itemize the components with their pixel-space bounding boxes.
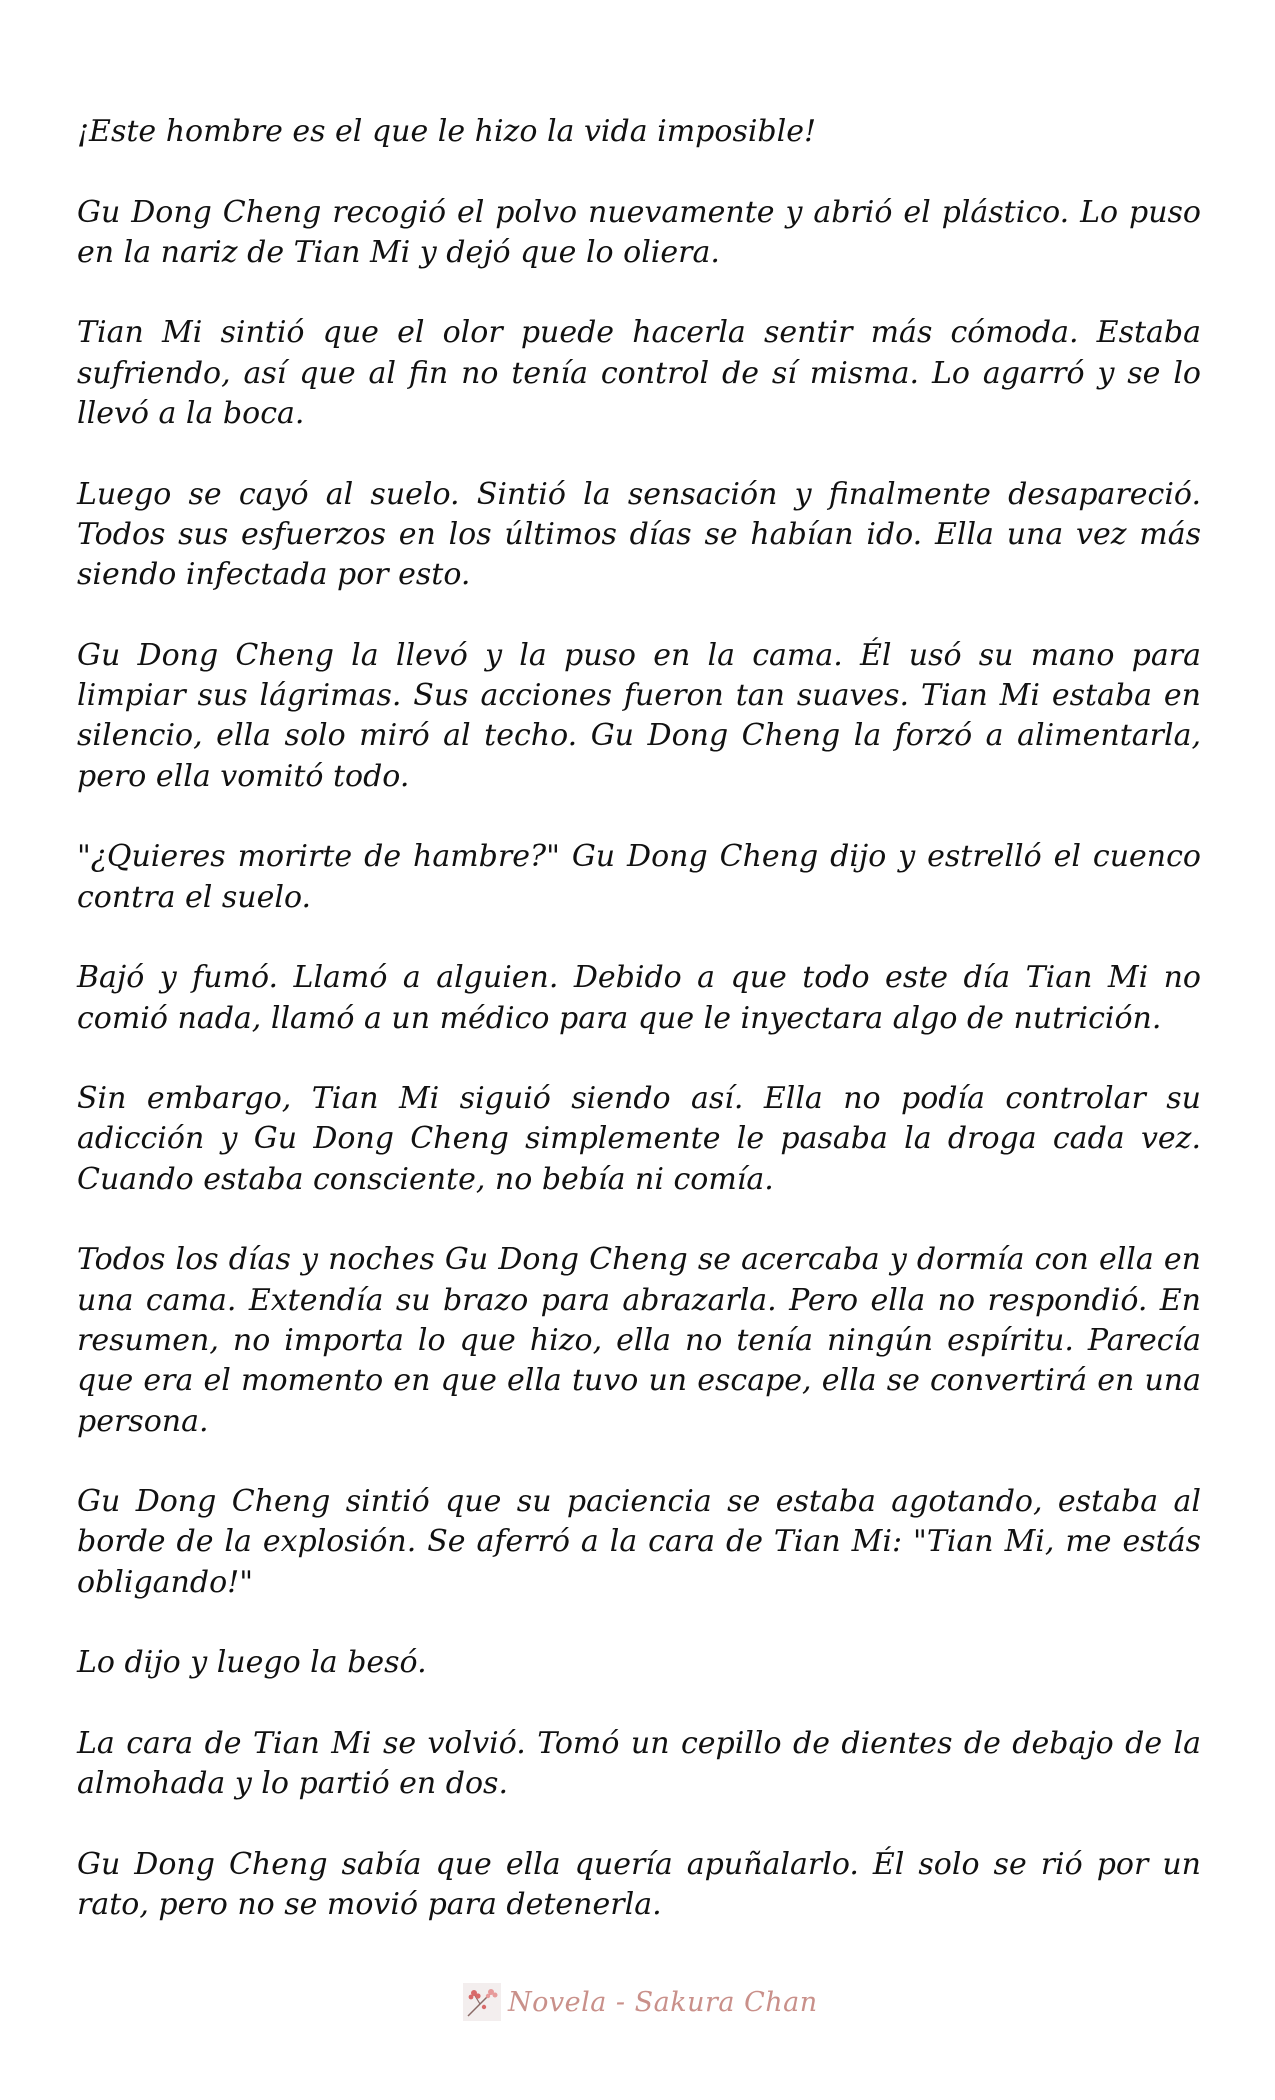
footer-watermark xyxy=(462,1980,818,2024)
sakura-flower-icon xyxy=(462,1982,502,2022)
paragraph-13: Gu Dong Cheng sabía que ella quería apuñalarlo. Él solo se rió por un rato, pero no se movió para detenerla. xyxy=(77,1846,1201,1923)
paragraph-11: Lo dijo y luego la besó. xyxy=(77,1645,427,1681)
paragraph-6: "¿Quieres morirte de hambre?" Gu Dong Cheng dijo y estrelló el cuenco contra el suelo. xyxy=(77,839,1201,915)
paragraph-2: Gu Dong Cheng recogió el polvo nuevamente y abrió el plástico. Lo puso en la nariz de Tian Mi y dejó que lo oliera. xyxy=(77,194,1201,270)
paragraph-10: Gu Dong Cheng sintió que su paciencia se estaba agotando, estaba al borde de la explosión. Se aferró a la cara de Tian Mi: "Tian Mi, me estás obligando!" xyxy=(77,1484,1201,1600)
paragraph-8: Sin embargo, Tian Mi siguió siendo así. Ella no podía controlar su adicción y Gu Dong Cheng simplemente le pasaba la droga cada vez. Cuando estaba consciente, no bebía ni comía. xyxy=(77,1081,1201,1197)
paragraph-9: Todos los días y noches Gu Dong Cheng se acercaba y dormía con ella en una cama. Extendía su brazo para abrazarla. Pero ella no respondió. En resumen, no importa lo que hizo, ella no tenía ningún espíritu. Parecía que era el momento en que ella tuvo un escape, ella se convertirá en una persona. xyxy=(77,1242,1201,1439)
paragraph-12: La cara de Tian Mi se volvió. Tomó un cepillo de dientes de debajo de la almohada y lo partió en dos. xyxy=(77,1725,1201,1802)
paragraph-4: Luego se cayó al suelo. Sintió la sensación y finalmente desapareció. Todos sus esfuerzos en los últimos días se habían ido. Ella una vez más siendo infectada por esto. xyxy=(77,476,1201,593)
paragraph-1: ¡Este hombre es el que le hizo la vida imposible! xyxy=(77,114,817,149)
paragraph-5: Gu Dong Cheng la llevó y la puso en la cama. Él usó su mano para limpiar sus lágrimas. Sus acciones fueron tan suaves. Tian Mi estaba en silencio, ella solo miró al techo. Gu Dong Cheng la forzó a alimentarla, pero ella vomitó todo. xyxy=(77,637,1201,794)
paragraph-7: Bajó y fumó. Llamó a alguien. Debido a que todo este día Tian Mi no comió nada, llamó a un médico para que le inyectara algo de nutrición. xyxy=(77,960,1201,1036)
document-body xyxy=(77,112,1201,1966)
paragraph-3: Tian Mi sintió que el olor puede hacerla sentir más cómoda. Estaba sufriendo, así que al fin no tenía control de sí misma. Lo agarró y se lo llevó a la boca. xyxy=(77,315,1201,432)
footer-text: Novela - Sakura Chan xyxy=(508,1986,818,2018)
